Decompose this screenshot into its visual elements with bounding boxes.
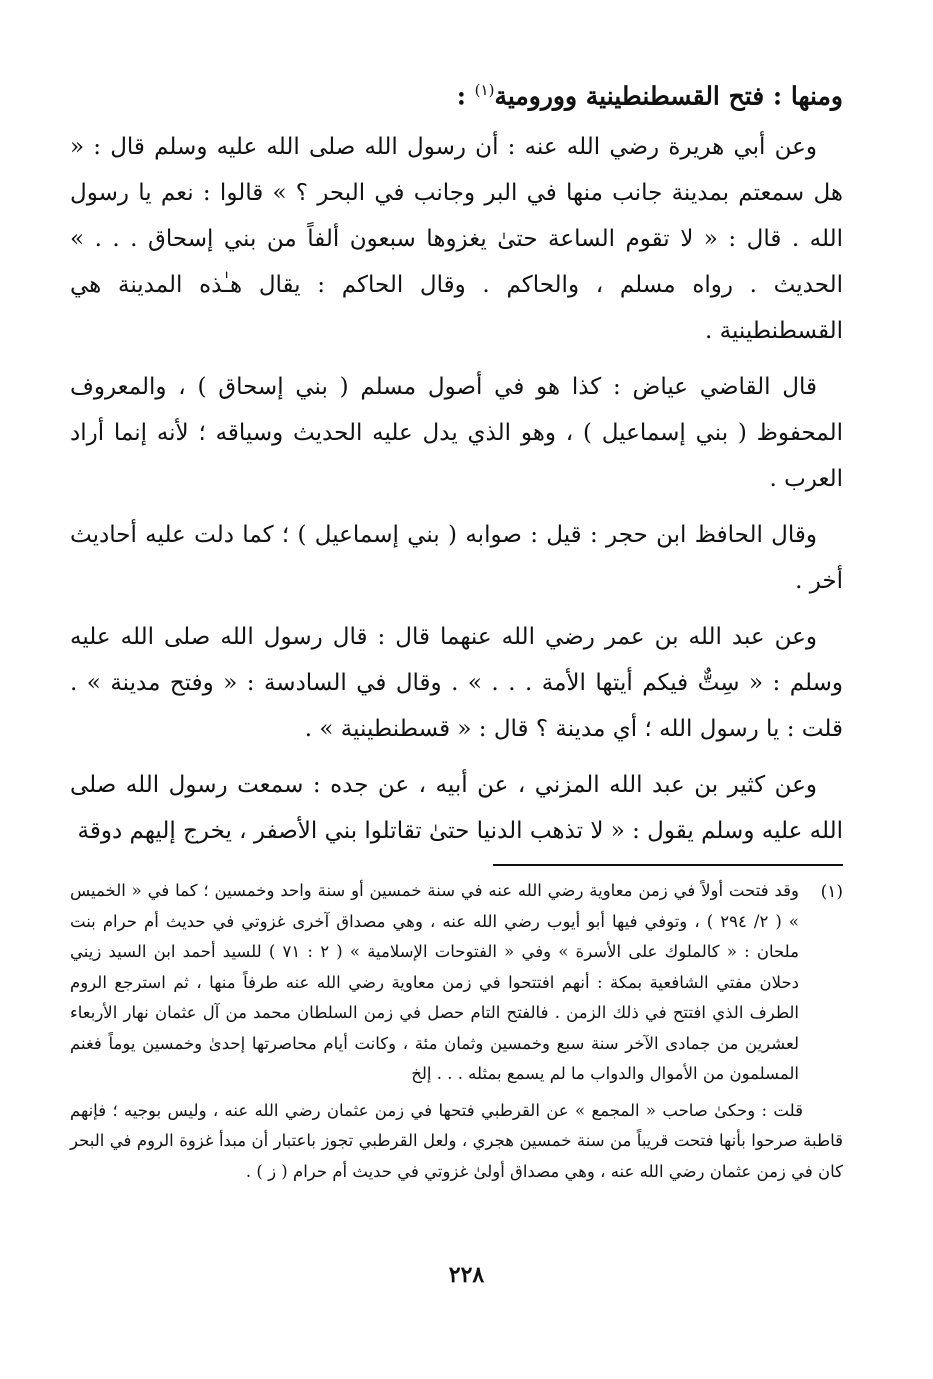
paragraph-3: وقال الحافظ ابن حجر : قيل : صوابه ( بني إسماعيل ) ؛ كما دلت عليه أحاديث أخر . <box>70 522 843 595</box>
heading-tail: : <box>456 81 475 111</box>
paragraph-2: قال القاضي عياض : كذا هو في أصول مسلم ( بني إسحاق ) ، والمعروف المحفوظ ( بني إسماعيل ) ، وهو الذي يدل عليه الحديث وسياقه ؛ لأنه إنما أراد العرب . <box>70 374 843 493</box>
footnote-divider <box>493 864 843 866</box>
page-number: ٢٢٨ <box>448 1262 485 1288</box>
footnote-body <box>70 876 799 1090</box>
heading-footnote-ref[interactable]: (١) <box>474 81 495 99</box>
page-content <box>70 70 843 1360</box>
paragraph-4: وعن عبد الله بن عمر رضي الله عنهما قال : قال رسول الله صلى الله عليه وسلم : « سِتٌّ فيكم أيتها الأمة . . . » . وقال في السادسة : « وفتح مدينة » . قلت : يا رسول الله ؛ أي مدينة ؟ قال : « قسطنطينية » . <box>70 624 843 743</box>
paragraph-1: وعن أبي هريرة رضي الله عنه : أن رسول الله صلى الله عليه وسلم قال : « هل سمعتم بمدينة جانب منها في البر وجانب في البحر ؟ » قالوا : نعم يا رسول الله . قال : « لا تقوم الساعة حتىٰ يغزوها سبعون ألفاً من بني إسحاق . . . » الحديث . رواه مسلم ، والحاكم . وقال الحاكم : يقال هـٰذه المدينة هي القسطنطينية . <box>70 134 843 345</box>
heading-text: ومنها : فتح القسطنطينية وورومية <box>494 81 843 111</box>
footnote-note: قلت : وحكىٰ صاحب « المجمع » عن القرطبي فتحها في زمن عثمان رضي الله عنه ، وليس بوجيه ؛ فإنهم قاطبة صرحوا بأنها فتحت قريباً من سنة خمسين هجري ، ولعل القرطبي تجوز باعتبار أن مبدأ غزوة الروم في البحر كان في زمن عثمان رضي الله عنه ، وهي مصداق أولىٰ غزوتي في حديث أم حرام ( ز ) . <box>70 1100 843 1181</box>
footnote <box>70 876 843 1090</box>
section-heading <box>70 70 843 116</box>
footnote-number: (١) <box>820 882 843 903</box>
footnote-text: وقد فتحت أولاً في زمن معاوية رضي الله عنه في سنة خمسين أو سنة واحد وخمسين ؛ كما في « الخميس » ( ٢/ ٢٩٤ ) ، وتوفي فيها أبو أيوب رضي الله عنه ، وهي مصداق آخرى غزوتي في حديث أم حرام بنت ملحان : « كالملوك على الأسرة » وفي « الفتوحات الإسلامية » ( ٢ : ٧١ ) للسيد أحمد ابن السيد زيني دحلان مفتي الشافعية بمكة : أنهم افتتحوا في زمن معاوية رضي الله عنه طرفاً منها ، ثم استرجع الروم الطرف الذي افتتح في ذلك الزمن . فالفتح التام حصل في زمن السلطان محمد من آل عثمان نهار الأربعاء لعشرين من جمادى الآخر سنة سبع وخمسين وثمان مئة ، وكانت أيام محاصرتها إحدىٰ وخمسين يوماً فغنم المسلمون من الأموال والدواب ما لم يسمع بمثله . . . إلخ <box>70 881 799 1084</box>
paragraph-5: وعن كثير بن عبد الله المزني ، عن أبيه ، عن جده : سمعت رسول الله صلى الله عليه وسلم يقول : « لا تذهب الدنيا حتىٰ تقاتلوا بني الأصفر ، يخرج إليهم دوقة <box>70 772 843 845</box>
